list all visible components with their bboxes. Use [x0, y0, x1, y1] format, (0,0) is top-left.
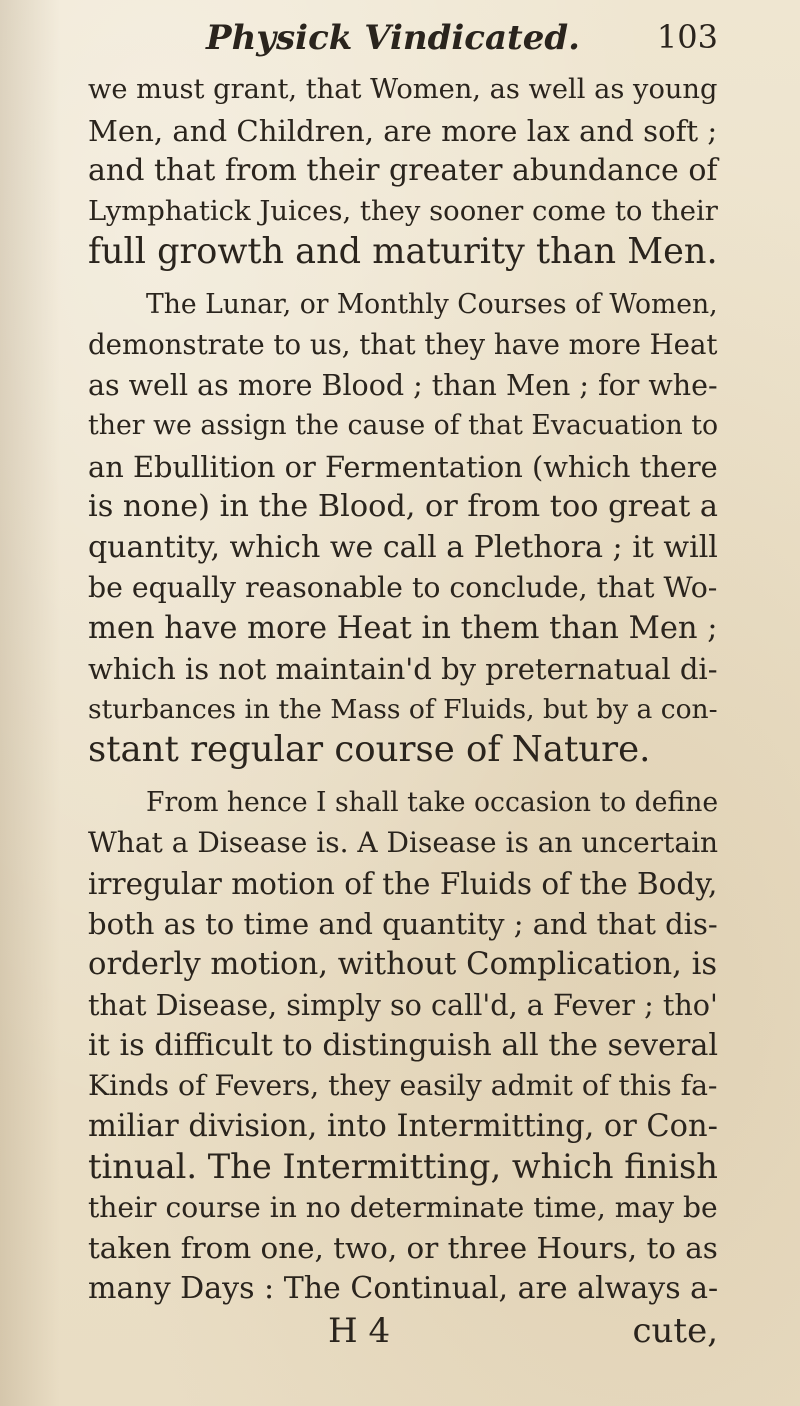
- page-number: 103: [656, 18, 718, 56]
- text-line: both as to time and quantity ; and that dis-: [88, 907, 718, 941]
- text-line: sturbances in the Mass of Fluids, but by a con-: [88, 693, 718, 725]
- text-line: it is difficult to distinguish all the several: [88, 1027, 719, 1063]
- text-line: full growth and maturity than Men.: [88, 231, 718, 272]
- text-line: many Days : The Continual, are always a-: [88, 1270, 719, 1306]
- text-line: is none) in the Blood, or from too great a: [88, 489, 719, 524]
- signature-mark: H 4: [328, 1311, 391, 1351]
- text-line: miliar division, into Intermitting, or Con-: [88, 1108, 718, 1144]
- text-line: demonstrate to us, that they have more Heat: [88, 328, 718, 361]
- text-line: as well as more Blood ; than Men ; for whe-: [88, 368, 718, 402]
- text-line: ther we assign the cause of that Evacuation to: [88, 410, 719, 441]
- paragraph-3: [88, 783, 718, 1310]
- text-line: irregular motion of the Fluids of the Body,: [88, 866, 718, 901]
- text-line: taken from one, two, or three Hours, to as: [88, 1231, 718, 1265]
- text-line: orderly motion, without Complication, is: [88, 946, 718, 982]
- text-line: From hence I shall take occasion to define: [146, 786, 719, 818]
- text-line: which is not maintain'd by preternatual di-: [88, 652, 718, 686]
- text-line: Lymphatick Juices, they sooner come to their: [88, 195, 718, 227]
- running-title: Physick Vindicated.: [206, 18, 580, 58]
- text-line: The Lunar, or Monthly Courses of Women,: [146, 288, 718, 320]
- text-line: their course in no determinate time, may be: [88, 1190, 718, 1224]
- page-footer: [88, 1311, 718, 1351]
- catchword: cute,: [632, 1311, 718, 1351]
- text-line: What a Disease is. A Disease is an uncertain: [88, 826, 719, 859]
- page-edge-shadow: [0, 0, 60, 1406]
- text-line: that Disease, simply so call'd, a Fever ; tho': [88, 988, 718, 1022]
- paragraph-1: [88, 70, 718, 273]
- text-line: be equally reasonable to conclude, that Wo-: [88, 571, 718, 604]
- text-block: [88, 18, 718, 1351]
- text-line: we must grant, that Women, as well as young: [88, 74, 718, 105]
- text-line: an Ebullition or Fermentation (which there: [88, 449, 718, 484]
- text-line: stant regular course of Nature.: [88, 729, 651, 770]
- paragraph-2: [88, 285, 718, 771]
- text-line: quantity, which we call a Plethora ; it will: [88, 529, 718, 565]
- text-line: and that from their greater abundance of: [88, 153, 718, 188]
- text-line: tinual. The Intermitting, which finish: [88, 1147, 718, 1186]
- text-line: Men, and Children, are more lax and soft ;: [88, 113, 718, 148]
- text-line: men have more Heat in them than Men ;: [88, 610, 718, 646]
- text-line: Kinds of Fevers, they easily admit of this fa-: [88, 1069, 718, 1102]
- running-header: [88, 18, 718, 70]
